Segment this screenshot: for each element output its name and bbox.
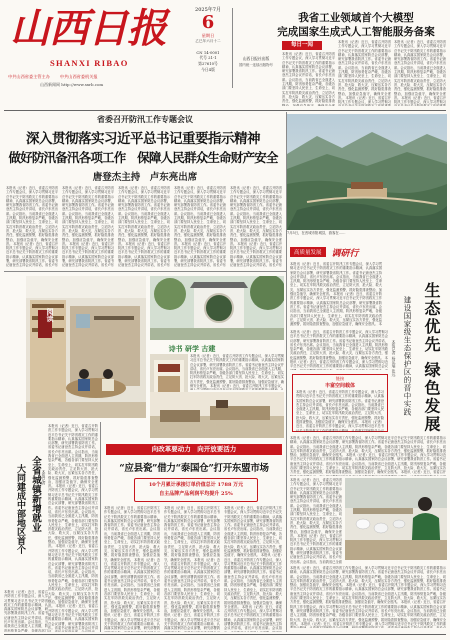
masthead-title: 山西日报 [10, 5, 166, 52]
dateline-issue: 第27610号 [198, 61, 218, 66]
bottom-headline: “应县瓷”借力“泰国仓”打开东盟市场 [119, 463, 269, 474]
right-body-2 [290, 436, 446, 476]
right-body-3 [290, 478, 342, 564]
left-body-1 [48, 424, 98, 632]
exhibit-photo [150, 392, 284, 438]
right-body-4 [290, 566, 446, 628]
workshop-photo [345, 478, 447, 560]
study-photo [26, 276, 146, 418]
masthead-pinyin: SHANXI RIBAO [50, 58, 129, 68]
lead-body-1 [6, 186, 58, 268]
bottom-body-1 [104, 506, 160, 632]
dateline-year-month: 2025年7月 [195, 7, 221, 13]
link-box-label: 链接 [335, 376, 345, 381]
left-vertical-sub: 大同建成中部地区首个 [15, 464, 25, 554]
side-box-line1: 山西日报社出版 [242, 56, 270, 61]
bottom-stat-box [134, 478, 258, 502]
study-sign: 阅读 [46, 308, 55, 322]
left-body-2 [4, 590, 48, 632]
lead-body-4 [174, 186, 226, 268]
sponsor-right: 中共山西省委机关报 [59, 74, 98, 79]
top-story-body-2 [338, 40, 391, 106]
vertical-headline-reporter: 本报记者 杨弘瑞 张远 [392, 340, 397, 377]
study-caption [190, 354, 284, 390]
bottom-kicker: 向改革要动力 向开放要活力 [106, 444, 282, 455]
dateline-weekday: 星期日 [201, 33, 215, 38]
vertical-headline-main: 生态优先 绿色发展 [422, 282, 441, 434]
bottom-stat-line1: 10个月累计承接订单价值总计 1788 万元 [148, 482, 244, 488]
garden-photo [150, 276, 284, 340]
side-box-line2: 国内统一连续出版物号 [239, 63, 273, 67]
top-story-headline-2: 完成国家生成式人工智能服务备案 [277, 26, 435, 38]
bottom-stat-line2: 自主品牌产品利润平均提升 25% [159, 491, 233, 497]
top-story-headline-1: 我省工业领域首个大模型 [298, 12, 414, 24]
lead-body-5 [230, 186, 282, 268]
lead-body-2 [62, 186, 114, 268]
lead-kicker: 省委召开防汛工作专题会议 [97, 114, 193, 124]
lead-body-3 [118, 186, 170, 268]
link-box-title: 丰富空间载体 [324, 383, 355, 389]
dateline-pages: 今日4版 [201, 67, 215, 72]
masthead-sponsors [8, 74, 188, 80]
dateline [186, 6, 230, 73]
top-story-body-3 [394, 40, 446, 106]
side-box [236, 56, 276, 67]
left-vertical-reporter: 本报记者 [42, 470, 47, 486]
column-label [290, 246, 446, 258]
masthead-website: 山西新闻网 http://www.sxrb.com [40, 82, 104, 87]
lead-byline: 唐登杰主持 卢东亮出席 [92, 172, 198, 183]
right-body-1 [290, 330, 388, 370]
top-story-body-1 [282, 52, 335, 106]
vertical-headline-sub: 建设国家级生态保护区的晋中实践 [403, 296, 412, 416]
bottom-body-3 [224, 506, 282, 632]
dateline-cn: CN 14-0001 [196, 50, 220, 55]
landscape-caption: 7月5日，在晋城市阳城县，游客在…… [287, 231, 346, 235]
column-label-text: 高质量发展 [290, 247, 326, 257]
dateline-lunar: 乙巳年六月十二 [195, 39, 221, 43]
study-caption-title: 诗书 研学 古建 [168, 344, 216, 353]
dateline-code: 代号 21-1 [199, 55, 217, 60]
lead-headline-1: 深入贯彻落实习近平总书记重要指示精神 [26, 131, 260, 147]
lead-headline-2: 做好防汛备汛各项工作 保障人民群众生命财产安全 [8, 150, 278, 165]
column-body-1 [290, 262, 382, 326]
bottom-body-2 [164, 506, 220, 632]
dateline-day: 6 [201, 12, 215, 33]
top-story-tag: 每日一闻 [282, 41, 322, 50]
column-name: 调研行 [331, 248, 359, 259]
link-box [292, 374, 388, 432]
link-box-body [296, 390, 384, 432]
landscape-photo [287, 114, 447, 230]
left-vertical-main: 全省城镇新增就业 [30, 456, 41, 532]
sponsor-left: 中共山西省委主管主办 [8, 74, 50, 79]
